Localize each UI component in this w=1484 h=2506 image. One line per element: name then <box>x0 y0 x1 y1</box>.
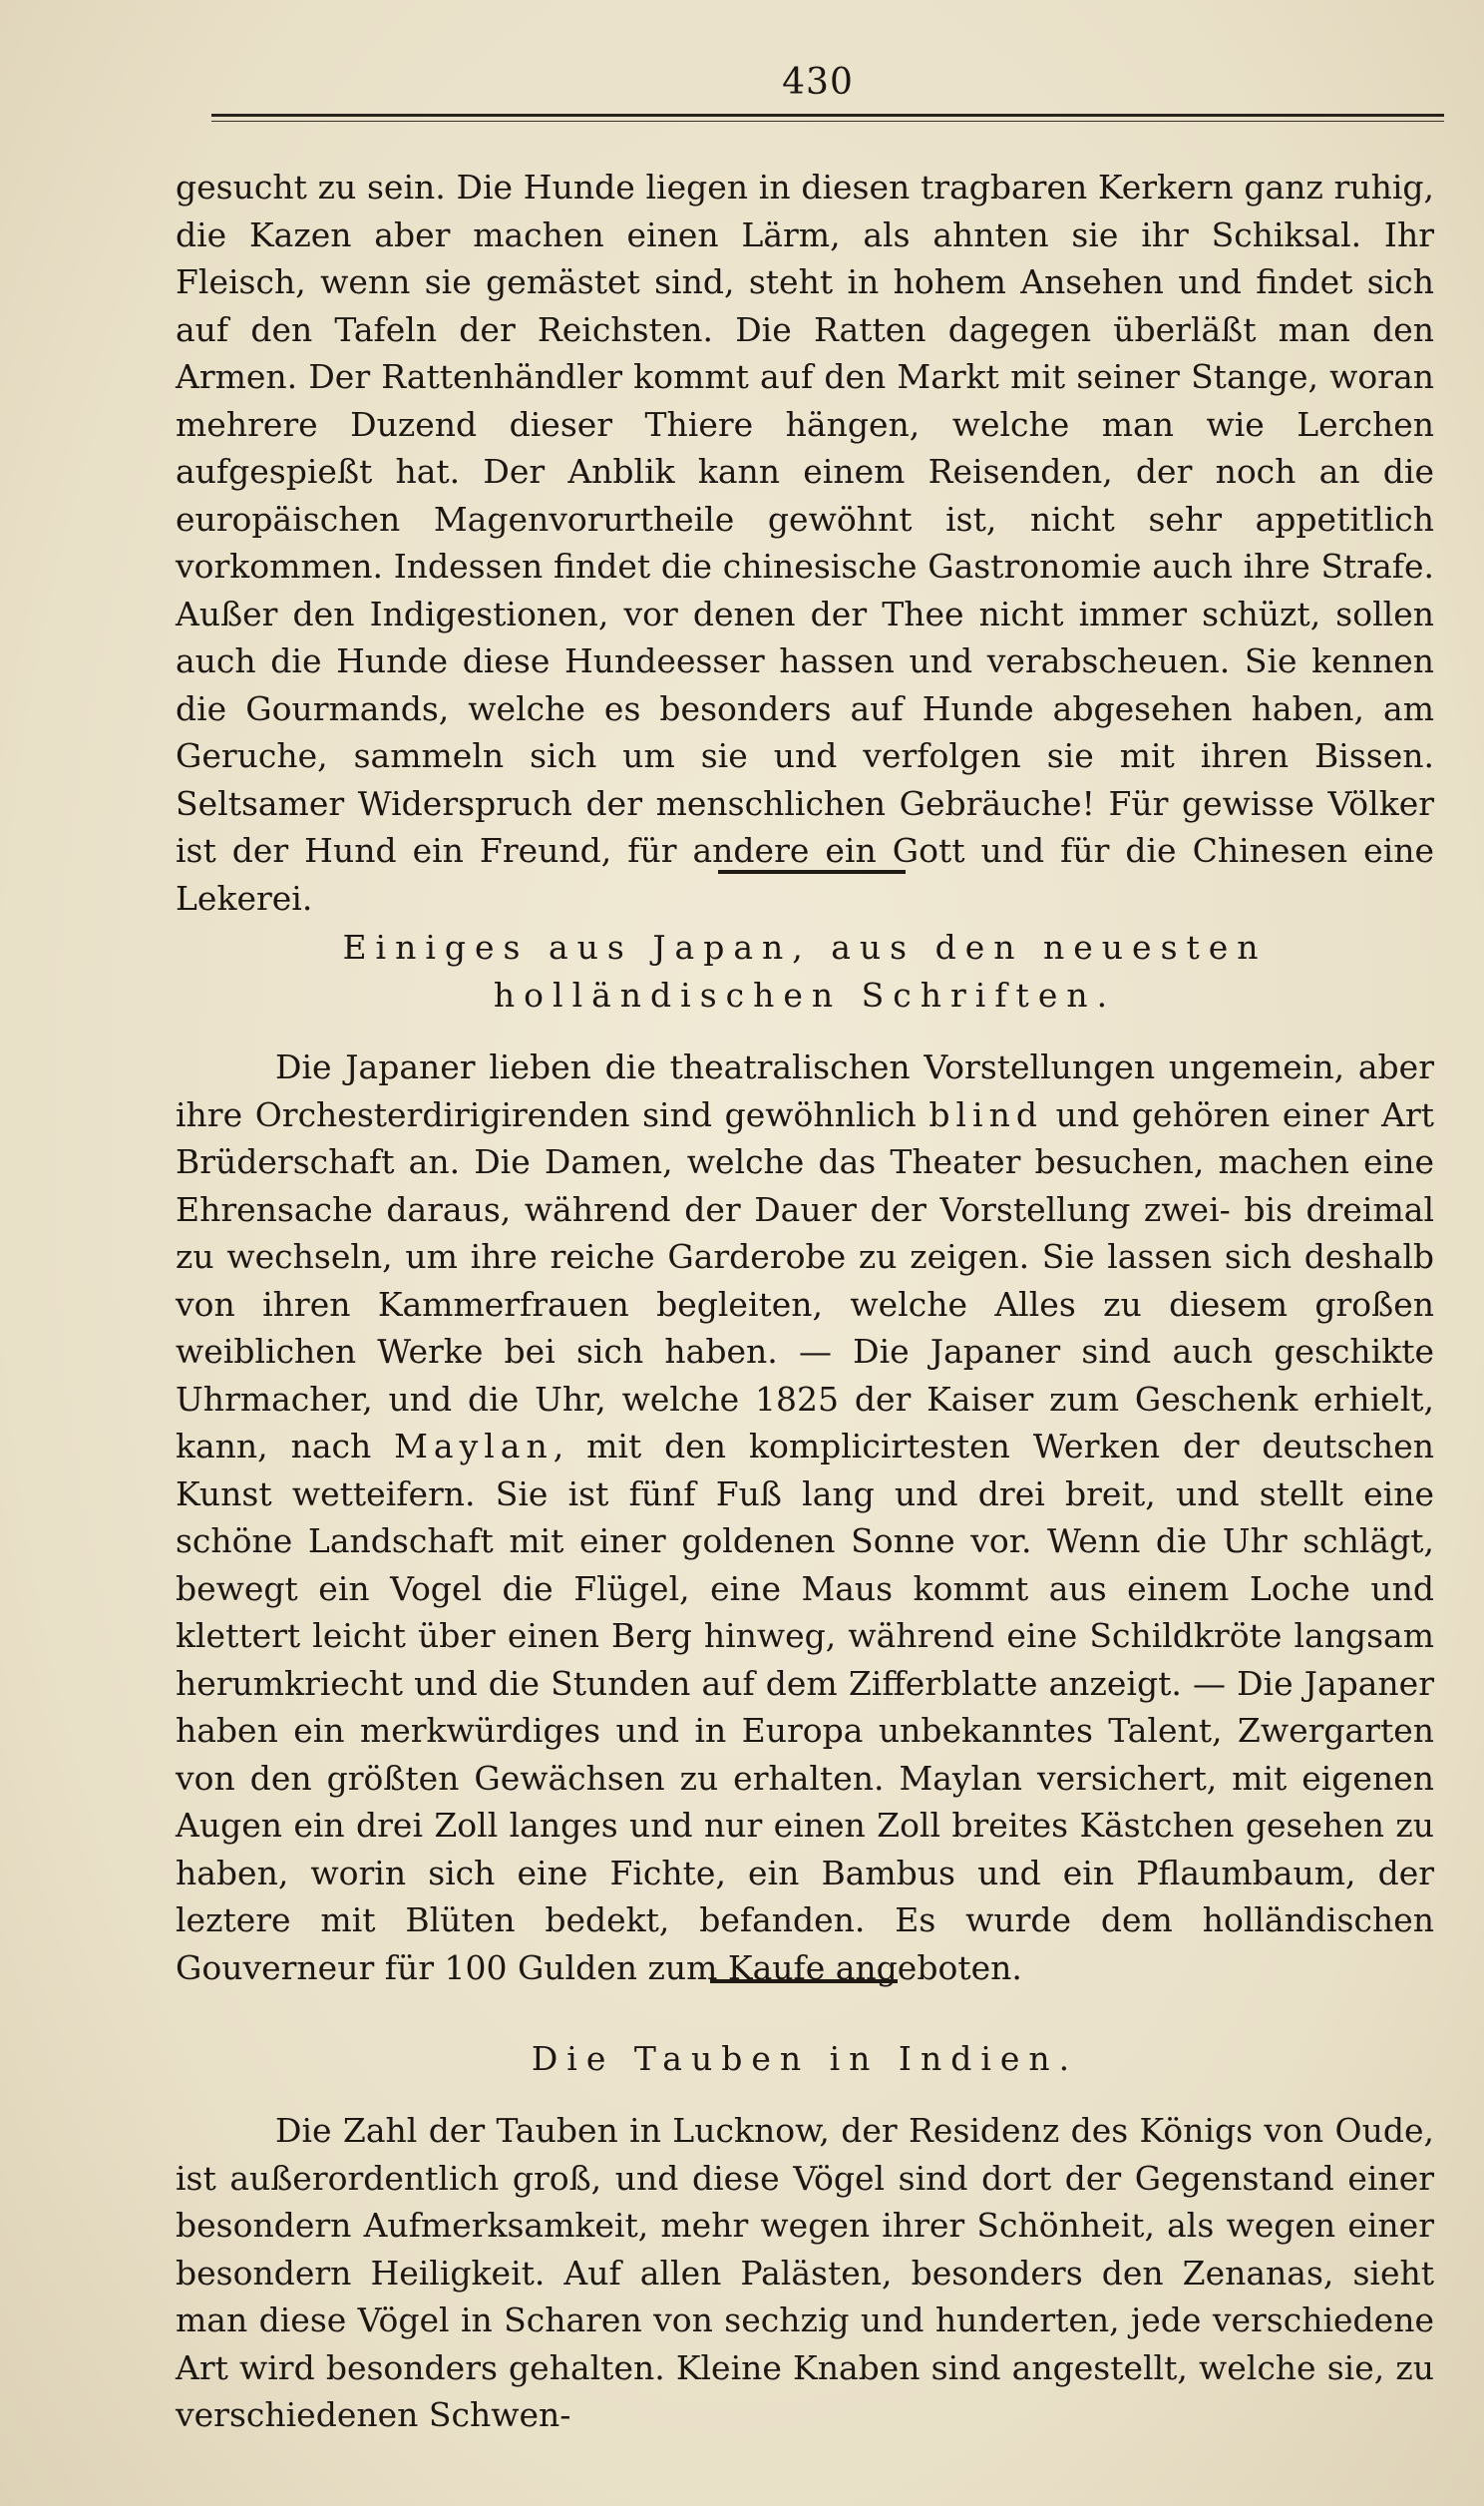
header-rule-thin <box>211 121 1444 122</box>
continuation-block <box>176 164 1434 922</box>
continuation-paragraph: gesucht zu sein. Die Hunde liegen in diesen tragbaren Kerkern ganz ruhig, die Kazen aber machen einen Lärm, als ahnten sie ihr Schiksal. Ihr Fleisch, wenn sie gemästet sind, steht in hohem Ansehen und findet sich auf den Tafeln der Reichsten. Die Ratten dagegen überläßt man den Armen. Der Rattenhändler kommt auf den Markt mit seiner Stange, woran mehrere Duzend dieser Thiere hängen, welche man wie Lerchen aufgespießt hat. Der Anblik kann einem Reisenden, der noch an die europäischen Magenvorurtheile gewöhnt ist, nicht sehr appetitlich vorkommen. Indessen findet die chinesische Gastronomie auch ihre Strafe. Außer den Indigestionen, vor denen der Thee nicht immer schüzt, sollen auch die Hunde diese Hundeesser hassen und verabscheuen. Sie kennen die Gourmands, welche es besonders auf Hunde abgesehen haben, am Geruche, sammeln sich um sie und verfolgen sie mit ihren Bissen. Seltsamer Widerspruch der menschlichen Gebräuche! Für gewisse Völker ist der Hund ein Freund, für andere ein Gott und für die Chinesen eine Lekerei. <box>176 168 1434 918</box>
tauben-section-body <box>176 2107 1434 2439</box>
header-rule <box>211 114 1444 117</box>
japan-text-1: Die Japaner lieben die theatralischen Vorstellungen ungemein, aber ihre Orchesterdirigirenden sind gewöhnlich <box>176 1047 1434 1134</box>
japan-paragraph <box>176 1044 1434 1991</box>
page-number: 430 <box>782 62 854 103</box>
section-divider <box>718 870 906 874</box>
japan-text-3: , mit den komplicirtesten Werken der deutschen Kunst wetteifern. Sie ist fünf Fuß lang und drei breit, und stellt eine schöne Landschaft mit einer goldenen Sonne vor. Wenn die Uhr schlägt, bewegt ein Vogel die Flügel, eine Maus kommt aus einem Loche und klettert leicht über einen Berg hinweg, während eine Schildkröte langsam herumkriecht und die Stunden auf dem Zifferblatte anzeigt. — Die Japaner haben ein merkwürdiges und in Europa unbekanntes Talent, Zwergarten von den größten Gewächsen zu erhalten. Maylan versichert, mit eigenen Augen ein drei Zoll langes und nur einen Zoll breites Kästchen gesehen zu haben, worin sich eine Fichte, ein Bambus und ein Pflaumbaum, der leztere mit Blüten bedekt, befanden. Es wurde dem holländischen Gouverneur für 100 Gulden zum Kaufe angeboten. <box>176 1427 1434 1987</box>
section-title-tauben: Die Tauben in Indien. <box>531 2039 1079 2078</box>
section-divider <box>710 1979 898 1983</box>
japan-emph-blind: blind <box>928 1094 1043 1134</box>
japan-emph-maylan: Maylan <box>394 1427 554 1465</box>
section-title-japan: Einiges aus Japan, aus den neuesten holländischen Schriften. <box>342 928 1268 1015</box>
tauben-paragraph: Die Zahl der Tauben in Lucknow, der Residenz des Königs von Oude, ist außerordentlich groß, und diese Vögel sind dort der Gegenstand einer besondern Aufmerksamkeit, mehr wegen ihrer Schönheit, als wegen einer besondern Heiligkeit. Auf allen Palästen, besonders den Zenanas, sieht man diese Vögel in Scharen von sechzig und hunderten, jede verschiedene Art wird besonders gehalten. Kleine Knaben sind angestellt, welche sie, zu verschiedenen Schwen- <box>176 2111 1434 2434</box>
japan-section-body <box>176 1044 1434 1991</box>
japan-text-2: und gehören einer Art Brüderschaft an. Die Damen, welche das Theater besuchen, machen eine Ehrensache daraus, während der Dauer der Vorstellung zwei- bis dreimal zu wechseln, um ihre reiche Garderobe zu zeigen. Sie lassen sich deshalb von ihren Kammerfrauen begleiten, welche Alles zu diesem großen weiblichen Werke bei sich haben. — Die Japaner sind auch geschikte Uhrmacher, und die Uhr, welche 1825 der Kaiser zum Geschenk erhielt, kann, nach <box>176 1094 1434 1465</box>
